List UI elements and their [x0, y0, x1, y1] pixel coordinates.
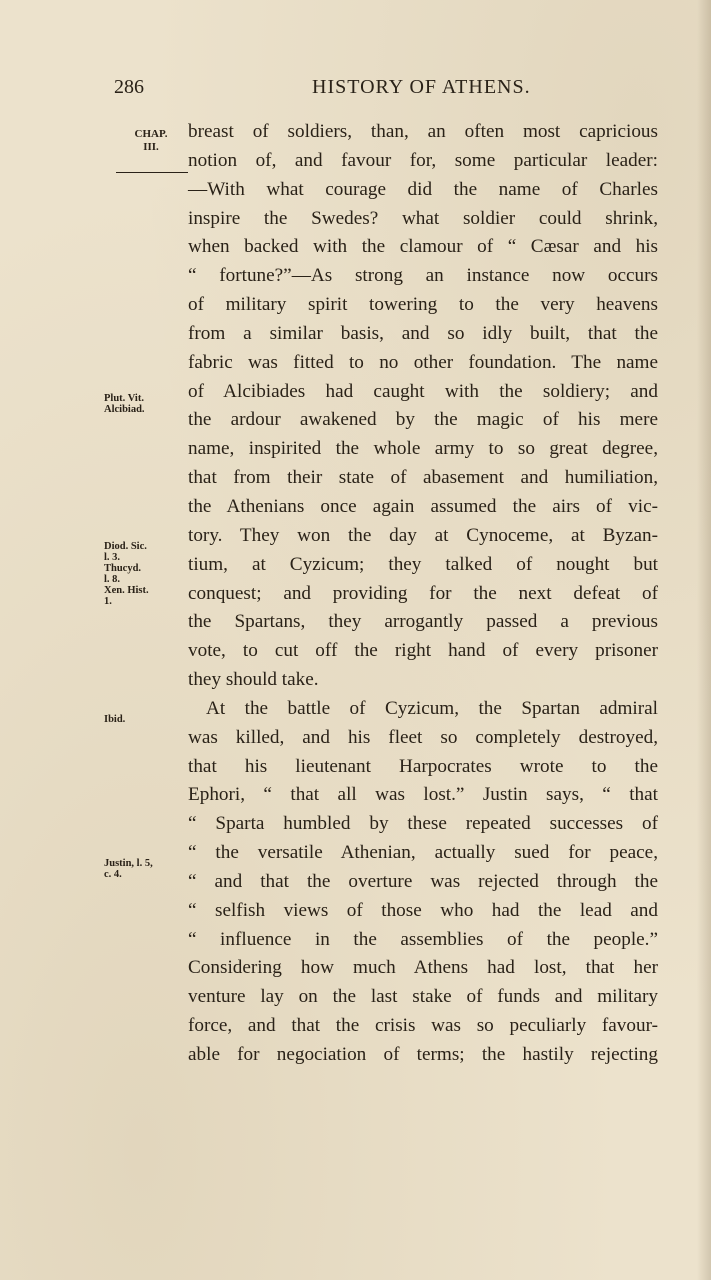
body-text [188, 118, 658, 1070]
text-line: that from their state of abasement and humiliation, [188, 467, 658, 489]
page-header [0, 76, 711, 106]
chapter-number: III. [143, 141, 159, 153]
text-line: tium, at Cyzicum; they talked of nought but [188, 553, 658, 575]
text-line: Considering how much Athens had lost, that her [188, 957, 658, 979]
text-line: “ fortune?”—As strong an instance now occurs [188, 265, 658, 287]
text-line: from a similar basis, and so idly built, that the [188, 322, 658, 344]
text-line: the ardour awakened by the magic of his mere [188, 409, 658, 431]
text-line: of Alcibiades had caught with the soldiery; and [188, 380, 658, 402]
text-line: able for negociation of terms; the hastily rejecting [188, 1044, 658, 1065]
text-line: “ and that the overture was rejected through the [188, 870, 658, 892]
text-line: tory. They won the day at Cynoceme, at Byzan- [188, 524, 658, 546]
text-line: breast of soldiers, than, an often most capricious [188, 121, 658, 142]
text-line: of military spirit towering to the very heavens [188, 294, 658, 316]
text-line: name, inspirited the whole army to so great degree, [188, 438, 658, 460]
text-line: force, and that the crisis was so peculiarly favour- [188, 1015, 658, 1037]
text-line: Ephori, “ that all was lost.” Justin says, “ that [188, 784, 658, 806]
text-line: “ selfish views of those who had the lead and [188, 899, 658, 921]
text-line: venture lay on the last stake of funds and military [188, 986, 658, 1008]
text-line: At the battle of Cyzicum, the Spartan admiral [206, 697, 658, 719]
running-head: HISTORY OF ATHENS. [312, 76, 531, 98]
text-line: conquest; and providing for the next defeat of [188, 582, 658, 604]
chapter-rule [116, 172, 188, 173]
text-line: notion of, and favour for, some particular leader: [188, 149, 658, 171]
page-edge-shadow [697, 0, 711, 1280]
margin-note-diodorus: Diod. Sic. l. 3. Thucyd. l. 8. Xen. Hist. 1. [104, 541, 149, 607]
text-line: when backed with the clamour of “ Cæsar and his [188, 236, 658, 258]
text-line: “ Sparta humbled by these repeated successes of [188, 813, 658, 835]
text-line: “ the versatile Athenian, actually sued for peace, [188, 842, 658, 864]
chapter-label-text: CHAP. [134, 128, 168, 140]
text-line: inspire the Swedes? what soldier could shrink, [188, 207, 658, 229]
margin-note-ibid: Ibid. [104, 714, 126, 725]
text-line: “ influence in the assemblies of the people.” [188, 928, 658, 950]
text-line: that his lieutenant Harpocrates wrote to the [188, 755, 658, 777]
text-line: they should take. [188, 669, 319, 691]
page-number: 286 [114, 76, 144, 98]
margin-note-plutarch: Plut. Vit. Alcibiad. [104, 393, 145, 415]
text-line: fabric was fitted to no other foundation. The name [188, 351, 658, 373]
margin-note-justin: Justin, l. 5, c. 4. [104, 858, 153, 880]
text-line: was killed, and his fleet so completely destroyed, [188, 726, 658, 748]
chapter-label [126, 128, 176, 154]
text-line: the Spartans, they arrogantly passed a previous [188, 611, 658, 633]
text-line: vote, to cut off the right hand of every prisoner [188, 640, 658, 662]
text-line: the Athenians once again assumed the airs of vic- [188, 495, 658, 517]
text-line: —With what courage did the name of Charles [188, 178, 658, 200]
